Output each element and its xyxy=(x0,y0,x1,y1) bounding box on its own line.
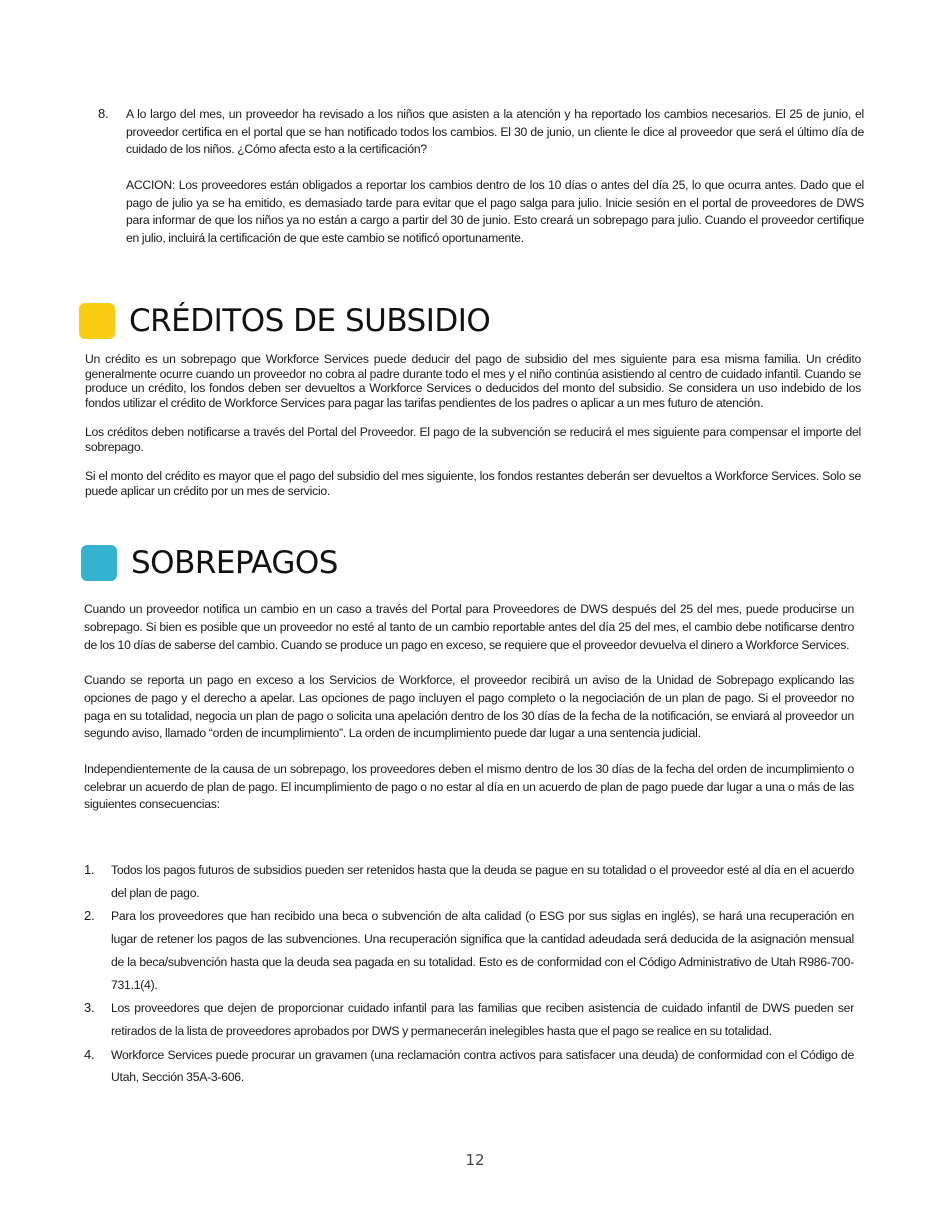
question-text: A lo largo del mes, un proveedor ha revisado a los niños que asisten a la atención y ha reportado los cambios necesarios. El 25 de junio, el proveedor certifica en el portal que se han notificado todos los cambios. El 30 de junio, un cliente le dice al proveedor que será el último día de cuidado de los niños. ¿Cómo afecta esto a la certificación? xyxy=(126,107,864,157)
list-text: Para los proveedores que han recibido una beca o subvención de alta calidad (o ESG por sus siglas en inglés), se hará una recuperación en lugar de retener los pagos de las subvenciones. Una recuperación significa que la cantidad adeudada será deducida de la asignación mensual de la beca/subvención hasta que la deuda sea pagada en su totalidad. Esto es de conformidad con el Código Administrativo de Utah R986-700-731.1(4). xyxy=(111,909,854,992)
section-title: CRÉDITOS DE SUBSIDIO xyxy=(129,303,491,339)
question-number: 8. xyxy=(98,106,109,121)
section-title: SOBREPAGOS xyxy=(131,545,338,581)
list-item xyxy=(84,905,854,996)
list-number: 2. xyxy=(84,908,95,924)
page-number: 12 xyxy=(465,1151,485,1169)
section-heading-creditos xyxy=(79,303,490,339)
section-heading-sobrepagos xyxy=(81,545,338,581)
list-text: Workforce Services puede procurar un gravamen (una reclamación contra activos para satisfacer una deuda) de conformidad con el Código de Utah, Sección 35A-3-606. xyxy=(111,1047,854,1085)
list-text: Todos los pagos futuros de subsidios pueden ser retenidos hasta que la deuda se pague en su totalidad o el proveedor esté al día en el acuerdo del plan de pago. xyxy=(111,863,854,900)
paragraph: Los créditos deben notificarse a través del Portal del Proveedor. El pago de la subvención se reducirá el mes siguiente para compensar el importe del sobrepago. xyxy=(85,425,861,454)
paragraph: Cuando se reporta un pago en exceso a los Servicios de Workforce, el proveedor recibirá un aviso de la Unidad de Sobrepago explicando las opciones de pago y el derecho a apelar. Las opciones de pago incluyen el pago completo o la negociación de un plan de pago. Si el proveedor no paga en su totalidad, negocia un plan de pago o solicita una apelación dentro de los 30 días de la fecha de la notificación, se enviará al proveedor un segundo aviso, llamado “orden de incumplimiento”. La orden de incumplimiento puede dar lugar a una sentencia judicial. xyxy=(84,672,854,741)
blue-square-icon xyxy=(81,545,117,581)
list-number: 3. xyxy=(84,1000,95,1016)
list-item xyxy=(84,1044,854,1089)
section-sobrepagos-body xyxy=(84,601,854,832)
paragraph: Cuando un proveedor notifica un cambio en un caso a través del Portal para Proveedores de DWS después del 25 del mes, puede producirse un sobrepago. Si bien es posible que un proveedor no esté al tanto de un cambio reportable antes del día 25 del mes, el cambio debe notificarse dentro de los 10 días de saberse del cambio. Cuando se produce un pago en exceso, se requiere que el proveedor devuelva el dinero a Workforce Services. xyxy=(84,602,854,652)
list-item xyxy=(84,997,854,1042)
paragraph: Si el monto del crédito es mayor que el pago del subsidio del mes siguiente, los fondos restantes deberán ser devueltos a Workforce Services. Solo se puede aplicar un crédito por un mes de servicio. xyxy=(85,469,861,498)
list-text: Los proveedores que dejen de proporcionar cuidado infantil para las familias que reciben asistencia de cuidado infantil de DWS pueden ser retirados de la lista de proveedores aprobados por DWS y permanecerán inelegibles hasta que el pago se realice en su totalidad. xyxy=(111,1001,854,1038)
list-number: 1. xyxy=(84,862,95,877)
list-item xyxy=(84,859,854,904)
paragraph: Un crédito es un sobrepago que Workforce Services puede deducir del pago de subsidio del mes siguiente para esa misma familia. Un crédito generalmente ocurre cuando un proveedor no cobra al padre durante todo el mes y el niño continúa asistiendo al centro de cuidado infantil. Cuando se produce un crédito, los fondos deben ser devueltos a Workforce Services o deducidos del monto del subsidio. Se considera un uso indebido de los fondos utilizar el crédito de Workforce Services para pagar las tarifas pendientes de los padres o aplicar a un mes futuro de atención. xyxy=(85,352,861,410)
yellow-square-icon xyxy=(79,303,115,339)
consequences-list xyxy=(84,859,854,1090)
action-text: ACCION: Los proveedores están obligados a reportar los cambios dentro de los 10 días o antes del día 25, lo que ocurra antes. Dado que el pago de julio ya se ha emitido, es demasiado tarde para evitar que el pago salga para julio. Inicie sesión en el portal de proveedores de DWS para informar de que los niños ya no están a cargo a partir del 30 de junio. Esto creará un sobrepago para julio. Cuando el proveedor certifique en julio, incluirá la certificación de que este cambio se notificó oportunamente. xyxy=(126,177,864,245)
section-creditos-body xyxy=(85,352,861,513)
paragraph: Independientemente de la causa de un sobrepago, los proveedores deben el mismo dentro de los 30 días de la fecha del orden de incumplimiento o celebrar un acuerdo de plan de pago. El incumplimiento de pago o no estar al día en un acuerdo de plan de pago puede dar lugar a una o más de las siguientes consecuencias: xyxy=(84,761,854,812)
question-8 xyxy=(98,106,864,265)
list-number: 4. xyxy=(84,1046,95,1062)
